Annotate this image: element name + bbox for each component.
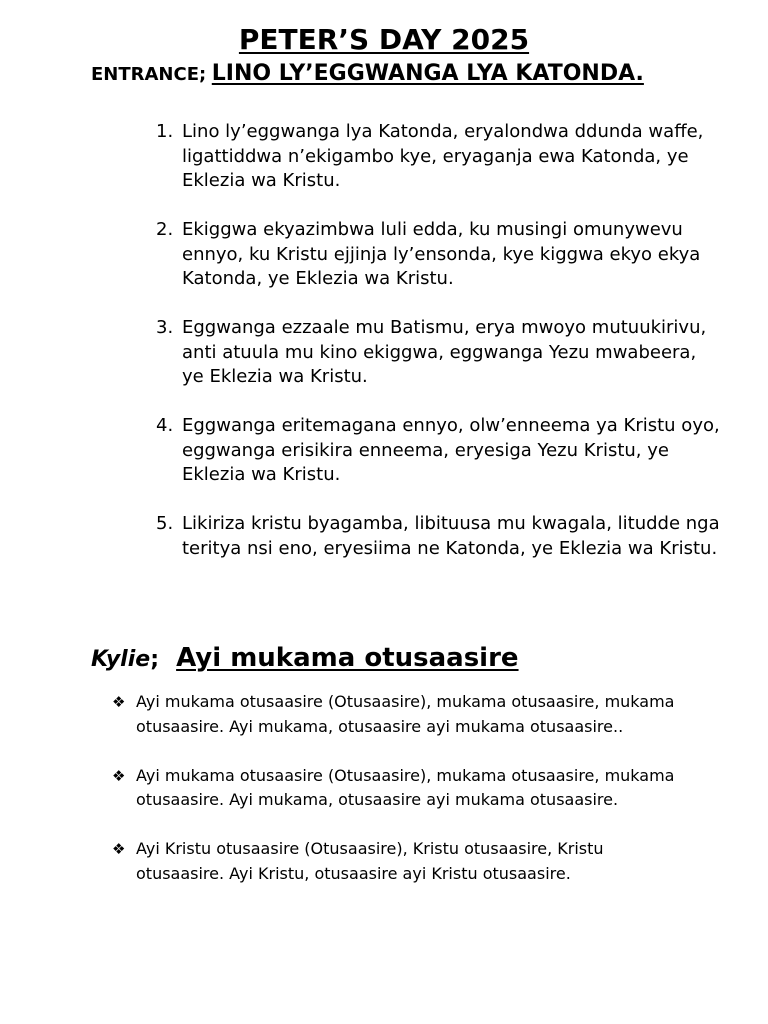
kylie-label: Kylie: [91, 647, 151, 672]
diamond-bullet-icon: ❖: [112, 840, 126, 858]
entrance-verses-list: [182, 120, 722, 586]
kylie-verse-text: Ayi Kristu otusaasire (Otusaasire), Kristu otusaasire, Kristu otusaasire. Ayi Kristu, otusaasire ayi Kristu otusaasire.: [136, 839, 604, 883]
kylie-song-title: Ayi mukama otusaasire: [176, 643, 519, 673]
entrance-heading: [91, 60, 651, 89]
verse-item: Ekiggwa ekyazimbwa luli edda, ku musingi omunywevu ennyo, ku Kristu ejjinja ly’ensonda, kye kiggwa ekyo ekya Katonda, ye Eklezia wa Kristu.: [182, 219, 701, 289]
verse-item: Eggwanga ezzaale mu Batismu, erya mwoyo mutuukirivu, anti atuula mu kino ekiggwa, eggwanga Yezu mwabeera, ye Eklezia wa Kristu.: [182, 317, 707, 387]
kylie-verses-list: [112, 690, 676, 911]
entrance-label: ENTRANCE;: [91, 64, 207, 85]
verse-item: Likiriza kristu byagamba, libituusa mu kwagala, litudde nga teritya nsi eno, eryesiima ne Katonda, ye Eklezia wa Kristu.: [182, 513, 720, 559]
diamond-bullet-icon: ❖: [112, 693, 126, 711]
kylie-heading: [91, 640, 519, 679]
kylie-verse-item: [112, 690, 676, 739]
verse-item: Eggwanga eritemagana ennyo, olw’enneema ya Kristu oyo, eggwanga erisikira enneema, eryesiga Yezu Kristu, ye Eklezia wa Kristu.: [182, 415, 720, 485]
entrance-song-title: LINO LY’EGGWANGA LYA KATONDA.: [211, 61, 644, 86]
kylie-verse-text: Ayi mukama otusaasire (Otusaasire), mukama otusaasire, mukama otusaasire. Ayi mukama, otusaasire ayi mukama otusaasire.: [136, 765, 675, 809]
kylie-verse-item: [112, 837, 676, 886]
page-title: PETER’S DAY 2025: [238, 23, 530, 56]
verse-item: Lino ly’eggwanga lya Katonda, eryalondwa ddunda waffe, ligattiddwa n’ekigambo kye, eryaganja ewa Katonda, ye Eklezia wa Kristu.: [182, 121, 704, 191]
kylie-separator: ;: [150, 647, 159, 672]
kylie-verse-text: Ayi mukama otusaasire (Otusaasire), mukama otusaasire, mukama otusaasire. Ayi mukama, otusaasire ayi mukama otusaasire..: [136, 692, 675, 736]
kylie-verse-item: [112, 764, 676, 813]
diamond-bullet-icon: ❖: [112, 766, 126, 785]
